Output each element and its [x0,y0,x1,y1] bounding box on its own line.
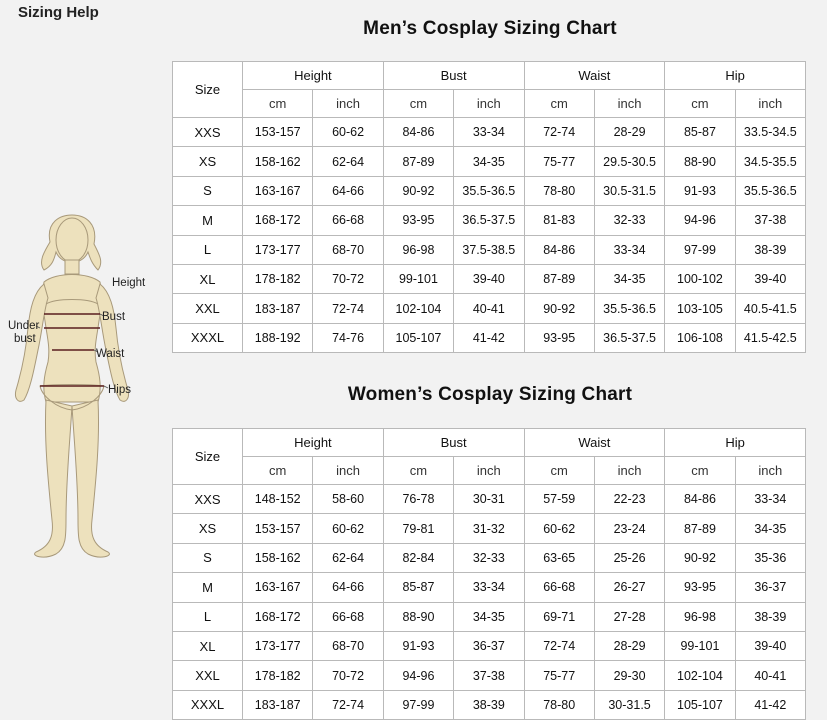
size-cell: S [173,176,243,205]
table-row [173,573,806,602]
table-cell: 22-23 [594,485,664,514]
table-cell: 90-92 [665,543,735,572]
size-cell: XL [173,631,243,660]
table-cell: 106-108 [665,323,735,352]
table-row [173,323,806,352]
table-cell: 85-87 [383,573,453,602]
unit-inch-header: inch [454,457,524,485]
unit-cm-header: cm [243,457,313,485]
table-cell: 70-72 [313,661,383,690]
table-cell: 40.5-41.5 [735,294,805,323]
women-chart-title: Women’s Cosplay Sizing Chart [347,384,633,405]
table-cell: 36.5-37.5 [454,206,524,235]
table-cell: 60-62 [524,514,594,543]
table-cell: 87-89 [383,147,453,176]
table-cell: 100-102 [665,264,735,293]
table-cell: 93-95 [665,573,735,602]
size-header: Size [173,62,243,118]
table-cell: 31-32 [454,514,524,543]
size-cell: M [173,206,243,235]
table-cell: 102-104 [383,294,453,323]
size-cell: L [173,602,243,631]
height-header: Height [243,429,384,457]
table-cell: 153-157 [243,118,313,147]
men-chart-title: Men’s Cosplay Sizing Chart [363,18,617,39]
unit-inch-header: inch [313,90,383,118]
under-bust-label-line2: bust [14,333,36,345]
table-cell: 33.5-34.5 [735,118,805,147]
table-cell: 74-76 [313,323,383,352]
table-cell: 35-36 [735,543,805,572]
table-cell: 34.5-35.5 [735,147,805,176]
table-cell: 81-83 [524,206,594,235]
unit-inch-header: inch [313,457,383,485]
table-row [173,602,806,631]
table-cell: 97-99 [665,235,735,264]
table-cell: 78-80 [524,690,594,719]
table-cell: 62-64 [313,543,383,572]
table-cell: 163-167 [243,176,313,205]
hips-label: Hips [108,384,132,396]
table-cell: 103-105 [665,294,735,323]
size-cell: XS [173,147,243,176]
size-cell: M [173,573,243,602]
table-row [173,631,806,660]
unit-inch-header: inch [594,90,664,118]
table-row [173,206,806,235]
unit-cm-header: cm [383,457,453,485]
table-row [173,661,806,690]
table-cell: 36.5-37.5 [594,323,664,352]
unit-cm-header: cm [243,90,313,118]
table-cell: 30.5-31.5 [594,176,664,205]
size-cell: XXXL [173,323,243,352]
table-cell: 35.5-36.5 [735,176,805,205]
table-cell: 96-98 [383,235,453,264]
table-cell: 39-40 [454,264,524,293]
table-cell: 40-41 [735,661,805,690]
table-cell: 63-65 [524,543,594,572]
size-cell: XXL [173,294,243,323]
size-cell: XS [173,514,243,543]
table-cell: 72-74 [524,118,594,147]
table-cell: 87-89 [524,264,594,293]
table-cell: 36-37 [735,573,805,602]
table-cell: 41-42 [735,690,805,719]
table-cell: 30-31 [454,485,524,514]
table-cell: 29.5-30.5 [594,147,664,176]
table-cell: 96-98 [665,602,735,631]
table-cell: 38-39 [735,602,805,631]
unit-cm-header: cm [665,457,735,485]
height-header: Height [243,62,384,90]
size-header: Size [173,429,243,485]
table-cell: 39-40 [735,631,805,660]
table-cell: 85-87 [665,118,735,147]
size-cell: XL [173,264,243,293]
table-cell: 183-187 [243,294,313,323]
unit-cm-header: cm [383,90,453,118]
unit-cm-header: cm [524,457,594,485]
table-cell: 30-31.5 [594,690,664,719]
table-row [173,147,806,176]
table-cell: 33-34 [454,118,524,147]
under-bust-label-line1: Under [8,320,40,332]
table-cell: 66-68 [313,602,383,631]
table-cell: 84-86 [524,235,594,264]
table-cell: 32-33 [454,543,524,572]
table-cell: 38-39 [735,235,805,264]
table-cell: 168-172 [243,602,313,631]
table-cell: 66-68 [313,206,383,235]
table-cell: 148-152 [243,485,313,514]
table-cell: 93-95 [524,323,594,352]
waist-header: Waist [524,62,665,90]
table-cell: 105-107 [383,323,453,352]
table-cell: 28-29 [594,631,664,660]
table-cell: 90-92 [524,294,594,323]
table-cell: 27-28 [594,602,664,631]
table-cell: 84-86 [383,118,453,147]
table-cell: 33-34 [594,235,664,264]
table-cell: 93-95 [383,206,453,235]
body-figure-illustration [0,200,172,580]
table-cell: 84-86 [665,485,735,514]
table-cell: 33-34 [454,573,524,602]
table-cell: 158-162 [243,543,313,572]
table-cell: 94-96 [665,206,735,235]
table-cell: 99-101 [383,264,453,293]
table-row [173,690,806,719]
table-cell: 158-162 [243,147,313,176]
unit-cm-header: cm [524,90,594,118]
women-sizing-table [172,428,806,720]
size-cell: XXS [173,485,243,514]
bust-header: Bust [383,62,524,90]
table-cell: 99-101 [665,631,735,660]
unit-inch-header: inch [594,457,664,485]
table-cell: 178-182 [243,661,313,690]
table-cell: 168-172 [243,206,313,235]
table-cell: 35.5-36.5 [594,294,664,323]
table-cell: 70-72 [313,264,383,293]
height-label: Height [112,277,146,289]
table-row [173,264,806,293]
table-cell: 23-24 [594,514,664,543]
table-cell: 37.5-38.5 [454,235,524,264]
table-cell: 41.5-42.5 [735,323,805,352]
table-cell: 88-90 [383,602,453,631]
table-cell: 60-62 [313,514,383,543]
table-row [173,176,806,205]
table-cell: 32-33 [594,206,664,235]
table-cell: 178-182 [243,264,313,293]
table-cell: 28-29 [594,118,664,147]
table-cell: 87-89 [665,514,735,543]
table-cell: 75-77 [524,661,594,690]
table-cell: 72-74 [313,294,383,323]
table-cell: 90-92 [383,176,453,205]
table-cell: 40-41 [454,294,524,323]
table-cell: 173-177 [243,631,313,660]
table-cell: 97-99 [383,690,453,719]
unit-inch-header: inch [735,90,805,118]
waist-label: Waist [96,348,125,360]
table-cell: 102-104 [665,661,735,690]
table-cell: 34-35 [454,147,524,176]
bust-header: Bust [383,429,524,457]
sizing-help-title: Sizing Help [18,4,99,21]
table-cell: 105-107 [665,690,735,719]
table-cell: 68-70 [313,235,383,264]
table-cell: 34-35 [735,514,805,543]
table-cell: 29-30 [594,661,664,690]
table-cell: 69-71 [524,602,594,631]
table-cell: 88-90 [665,147,735,176]
table-cell: 163-167 [243,573,313,602]
men-table-body [173,118,806,353]
table-row [173,543,806,572]
table-cell: 25-26 [594,543,664,572]
table-cell: 79-81 [383,514,453,543]
table-row [173,235,806,264]
unit-cm-header: cm [665,90,735,118]
bust-label: Bust [102,311,126,323]
table-cell: 64-66 [313,573,383,602]
size-cell: L [173,235,243,264]
table-row [173,118,806,147]
table-cell: 60-62 [313,118,383,147]
men-sizing-table [172,61,806,353]
table-cell: 58-60 [313,485,383,514]
table-cell: 38-39 [454,690,524,719]
unit-inch-header: inch [735,457,805,485]
table-cell: 26-27 [594,573,664,602]
table-cell: 39-40 [735,264,805,293]
table-cell: 91-93 [665,176,735,205]
table-cell: 153-157 [243,514,313,543]
table-cell: 37-38 [454,661,524,690]
table-cell: 57-59 [524,485,594,514]
table-cell: 41-42 [454,323,524,352]
table-cell: 34-35 [454,602,524,631]
table-cell: 75-77 [524,147,594,176]
table-cell: 64-66 [313,176,383,205]
women-table-body [173,485,806,720]
table-cell: 91-93 [383,631,453,660]
hip-header: Hip [665,429,806,457]
table-cell: 82-84 [383,543,453,572]
waist-header: Waist [524,429,665,457]
table-row [173,514,806,543]
table-cell: 72-74 [524,631,594,660]
table-cell: 183-187 [243,690,313,719]
table-cell: 173-177 [243,235,313,264]
table-cell: 33-34 [735,485,805,514]
table-cell: 76-78 [383,485,453,514]
table-row [173,485,806,514]
hip-header: Hip [665,62,806,90]
table-cell: 188-192 [243,323,313,352]
table-cell: 34-35 [594,264,664,293]
table-cell: 66-68 [524,573,594,602]
size-cell: XXL [173,661,243,690]
table-row [173,294,806,323]
size-cell: XXS [173,118,243,147]
size-cell: S [173,543,243,572]
table-cell: 68-70 [313,631,383,660]
table-cell: 94-96 [383,661,453,690]
table-cell: 72-74 [313,690,383,719]
unit-inch-header: inch [454,90,524,118]
table-cell: 35.5-36.5 [454,176,524,205]
table-cell: 37-38 [735,206,805,235]
table-cell: 62-64 [313,147,383,176]
table-cell: 78-80 [524,176,594,205]
size-cell: XXXL [173,690,243,719]
table-cell: 36-37 [454,631,524,660]
